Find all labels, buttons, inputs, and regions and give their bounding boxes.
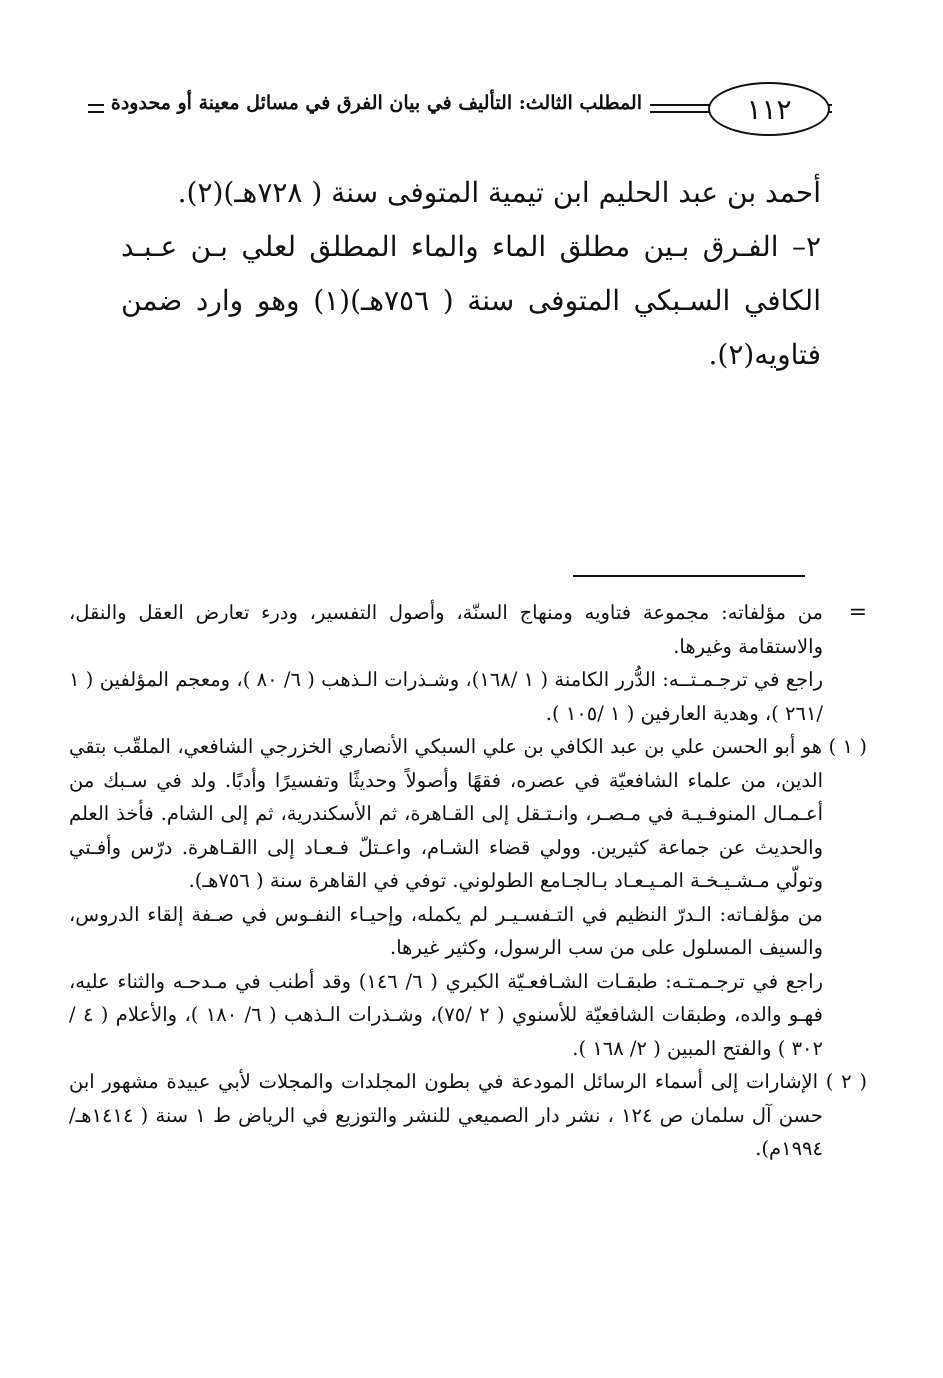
footnote-1-p2: من مؤلفـاته: الـدرّ النظيم في التـفسـيـر لم يكمله، وإحيـاء النفـوس في صـفة إلقاء الدروس، والسيف المسلول على من سب الرسول، وكثير غيرها.	[69, 902, 823, 959]
header-title: المطلب الثالث: التأليف في بيان الفرق في مسائل معينة أو محدودة	[110, 92, 642, 114]
footnote-2-text: ( ٢ ) الإشارات إلى أسماء الرسائل المودعة في بطون المجلدات والمجلات لأبي عبيدة مشهور ابن حسن آل سلمان ص ١٢٤ ، نشر دار الصميعي للنشر والتوزيع في الرياض ط ١ سنة ( ١٤١٤هـ/١٩٩٤م).	[69, 1070, 867, 1160]
page-number: ١١٢	[708, 82, 830, 136]
continuation-mark: =	[848, 600, 867, 625]
running-header	[80, 82, 830, 138]
footnote-continuation-text-1: من مؤلفاته: مجموعة فتاويه ومنهاج السنّة، وأصول التفسير، ودرء تعارض العقل والنقل، والاستقامة وغيرها.	[69, 601, 823, 658]
footnote-separator	[573, 575, 805, 577]
footnotes	[69, 596, 867, 1166]
main-line-1: أحمد بن عبد الحليم ابن تيمية المتوفى سنة ( ٧٢٨هـ)(٢).	[177, 176, 821, 209]
footnote-1-text: ( ١ ) هو أبو الحسن علي بن عبد الكافي بن علي السبكي الأنصاري الخزرجي الشافعي، الملقّب بتقي الدين، من علماء الشافعيّة في عصره، فقهًا وأصولاً وحديثًا وتفسيرًا وأدبًا. ولد في سـبك من أعـمـال المنوفـيـة في مـصـر، وانـتـقل إلى القـاهرة، ثم الأسكندرية، ثم إلى الشام. فأخذ العلم والحديث عن جماعة كثيرين. وولي قضاء الشـام، واعـتلّ فـعـاد إلى االقـاهرة. درّس وأفـتي وتولّي مـشـيـخـة المـيـعـاد بـالجـامع الطولوني. توفي في القاهرة سنة ( ٧٥٦هـ).	[69, 735, 867, 892]
footnote-1-p3: راجع في ترجـمـتـه: طبقـات الشـافعـيّة الكبري ( ٦/ ١٤٦) وقد أطنب في مـدحـه والثناء عليه، فهـو والده، وطبقات الشافعيّة للأسنوي ( ٢ /٧٥)، وشـذرات الـذهب ( ٦/ ١٨٠ )، والأعلام ( ٤ /٣٠٢ ) والفتح المبين ( ٢/ ١٦٨ ).	[69, 969, 823, 1060]
list-item-2: ٢– الفـرق بـين مطلق الماء والماء المطلق لعلي بـن عـبـد الكافي السـبكي المتوفى سنة ( ٧٥٦هـ)(١) وهو وارد ضمن فتاويه(٢).	[121, 230, 821, 371]
footnote-2-p1	[69, 1065, 867, 1166]
main-text	[121, 166, 821, 382]
header-rule-middle	[650, 104, 710, 113]
footnote-1-p1	[69, 730, 867, 898]
footnote-continuation-p1	[69, 596, 867, 663]
header-rule-left	[88, 104, 104, 113]
footnote-continuation-p2: راجع في ترجـمـتــه: الدُّرر الكامنة ( ١ /١٦٨)، وشـذرات الـذهب ( ٦/ ٨٠ )، ومعجم المؤلفين ( ١ /٢٦١ )، وهدية العارفين ( ١ /١٠٥ ).	[69, 668, 824, 725]
